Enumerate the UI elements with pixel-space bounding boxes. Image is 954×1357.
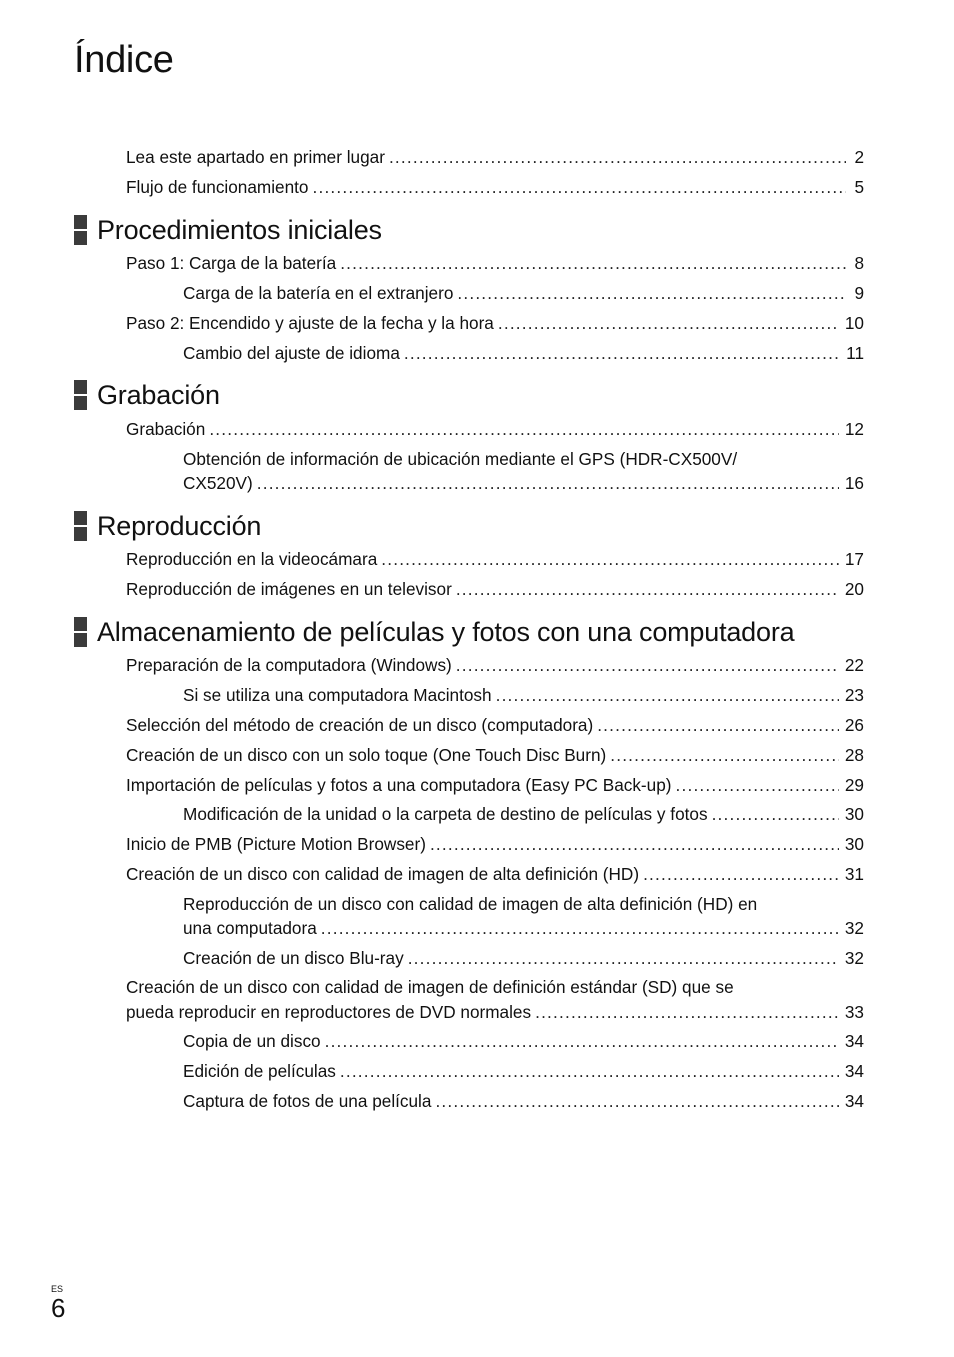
dot-leader	[435, 1089, 838, 1113]
section-title: Grabación	[97, 380, 220, 410]
toc-entry-text: Modificación de la unidad o la carpeta de destino de películas y fotos	[183, 804, 708, 824]
section-title: Reproducción	[97, 511, 262, 541]
toc-entry-text: Importación de películas y fotos a una computadora (Easy PC Back-up)	[126, 775, 672, 795]
dot-leader	[430, 832, 839, 856]
toc-entry-text: Flujo de funcionamiento	[126, 177, 309, 197]
dot-leader	[325, 1029, 839, 1053]
dot-leader	[712, 802, 839, 826]
toc-entry-text: Copia de un disco	[183, 1031, 321, 1051]
toc-entry-text: Captura de fotos de una película	[183, 1091, 432, 1111]
dot-leader	[340, 1059, 839, 1083]
toc-entry-text: pueda reproducir en reproductores de DVD normales	[126, 1002, 532, 1022]
toc-page-number: 5	[854, 177, 864, 197]
section-heading	[74, 615, 864, 649]
toc-entry[interactable]	[183, 946, 864, 970]
section-heading	[74, 378, 864, 412]
toc-page-number: 31	[844, 864, 864, 884]
toc-entry[interactable]	[126, 653, 864, 677]
dot-leader	[340, 251, 846, 275]
toc-page-number: 20	[844, 579, 864, 599]
toc-page-number: 23	[844, 685, 864, 705]
toc-page-number: 34	[844, 1061, 864, 1081]
toc-page-number: 34	[844, 1091, 864, 1111]
toc-entry[interactable]	[183, 281, 864, 305]
toc-entry[interactable]	[183, 802, 864, 826]
footer-language-code: ES	[51, 1284, 64, 1294]
dot-leader	[597, 713, 839, 737]
toc-page-number: 34	[844, 1031, 864, 1051]
toc-entry-text: Si se utiliza una computadora Macintosh	[183, 685, 492, 705]
toc-entry-text-line1[interactable]: Creación de un disco con calidad de imagen de definición estándar (SD) que se	[126, 977, 734, 997]
toc-page-number: 28	[844, 745, 864, 765]
section-title: Almacenamiento de películas y fotos con una computadora	[97, 617, 795, 647]
toc-entry-text: Reproducción de imágenes en un televisor	[126, 579, 452, 599]
dot-leader	[381, 547, 839, 571]
toc-entry-text: Creación de un disco con un solo toque (One Touch Disc Burn)	[126, 745, 607, 765]
toc-entry-text-line1[interactable]: Reproducción de un disco con calidad de imagen de alta definición (HD) en	[183, 894, 758, 914]
toc-entry[interactable]	[126, 773, 864, 797]
dot-leader	[313, 175, 847, 199]
toc-entry[interactable]	[183, 1089, 864, 1113]
section-marker-icon	[74, 215, 87, 245]
toc-entry-text: Creación de un disco Blu-ray	[183, 948, 404, 968]
dot-leader	[408, 946, 839, 970]
toc-entry[interactable]	[126, 547, 864, 571]
toc-entry-text: Creación de un disco con calidad de imagen de alta definición (HD)	[126, 864, 640, 884]
toc-page-number: 30	[844, 804, 864, 824]
dot-leader	[389, 145, 846, 169]
toc-page-number: 22	[844, 655, 864, 675]
toc-entry[interactable]	[126, 417, 864, 441]
toc-page-number: 26	[844, 715, 864, 735]
toc-page-number: 2	[854, 147, 864, 167]
toc-entry-text: Cambio del ajuste de idioma	[183, 343, 400, 363]
toc-entry-text: una computadora	[183, 918, 317, 938]
dot-leader	[456, 577, 839, 601]
toc-entry[interactable]	[126, 1000, 864, 1024]
toc-entry-text: CX520V)	[183, 473, 253, 493]
toc-page-number: 30	[844, 834, 864, 854]
toc-entry[interactable]	[126, 175, 864, 199]
section-marker-icon	[74, 617, 87, 647]
toc-entry-text: Grabación	[126, 419, 206, 439]
dot-leader	[457, 281, 846, 305]
dot-leader	[498, 311, 839, 335]
dot-leader	[404, 341, 840, 365]
dot-leader	[676, 773, 839, 797]
toc-entry[interactable]	[126, 251, 864, 275]
toc-entry[interactable]	[126, 743, 864, 767]
toc-entry[interactable]	[126, 311, 864, 335]
toc-entry[interactable]	[126, 832, 864, 856]
toc-page-number: 16	[844, 473, 864, 493]
toc-entry-text: Preparación de la computadora (Windows)	[126, 655, 452, 675]
footer-page-number: 6	[51, 1293, 66, 1323]
toc-entry-text: Paso 1: Carga de la batería	[126, 253, 337, 273]
toc-entry-text: Paso 2: Encendido y ajuste de la fecha y la hora	[126, 313, 494, 333]
toc-entry[interactable]	[183, 683, 864, 707]
toc-entry[interactable]	[183, 341, 864, 365]
toc-page-number: 8	[854, 253, 864, 273]
section-heading	[74, 213, 864, 247]
toc-page-number: 10	[844, 313, 864, 333]
dot-leader	[209, 417, 839, 441]
toc-page-number: 32	[844, 948, 864, 968]
page-title: Índice	[74, 39, 174, 81]
toc-entry-text: Carga de la batería en el extranjero	[183, 283, 454, 303]
dot-leader	[257, 471, 839, 495]
toc-page-number: 9	[854, 283, 864, 303]
toc-entry-text: Reproducción en la videocámara	[126, 549, 378, 569]
dot-leader	[643, 862, 839, 886]
toc-entry[interactable]	[126, 577, 864, 601]
toc-entry[interactable]	[126, 713, 864, 737]
dot-leader	[610, 743, 839, 767]
section-marker-icon	[74, 380, 87, 410]
toc-entry[interactable]	[183, 1059, 864, 1083]
section-marker-icon	[74, 511, 87, 541]
toc-entry-text: Inicio de PMB (Picture Motion Browser)	[126, 834, 426, 854]
toc-entry[interactable]	[126, 145, 864, 169]
toc-page-number: 17	[844, 549, 864, 569]
toc-entry-text: Edición de películas	[183, 1061, 336, 1081]
dot-leader	[496, 683, 839, 707]
toc-page-number: 29	[844, 775, 864, 795]
toc-entry-text: Selección del método de creación de un disco (computadora)	[126, 715, 594, 735]
dot-leader	[321, 916, 839, 940]
toc-page-number: 12	[844, 419, 864, 439]
section-title: Procedimientos iniciales	[97, 215, 382, 245]
dot-leader	[535, 1000, 839, 1024]
toc-entry-text: Lea este apartado en primer lugar	[126, 147, 385, 167]
section-heading	[74, 509, 864, 543]
toc-page-number: 33	[844, 1002, 864, 1022]
toc-entry[interactable]	[126, 862, 864, 886]
toc-entry[interactable]	[183, 916, 864, 940]
dot-leader	[456, 653, 839, 677]
toc-entry-text-line1[interactable]: Obtención de información de ubicación mediante el GPS (HDR-CX500V/	[183, 449, 738, 469]
toc-page-number: 32	[844, 918, 864, 938]
toc-entry[interactable]	[183, 1029, 864, 1053]
toc-entry[interactable]	[183, 471, 864, 495]
toc-page-number: 11	[846, 343, 864, 363]
